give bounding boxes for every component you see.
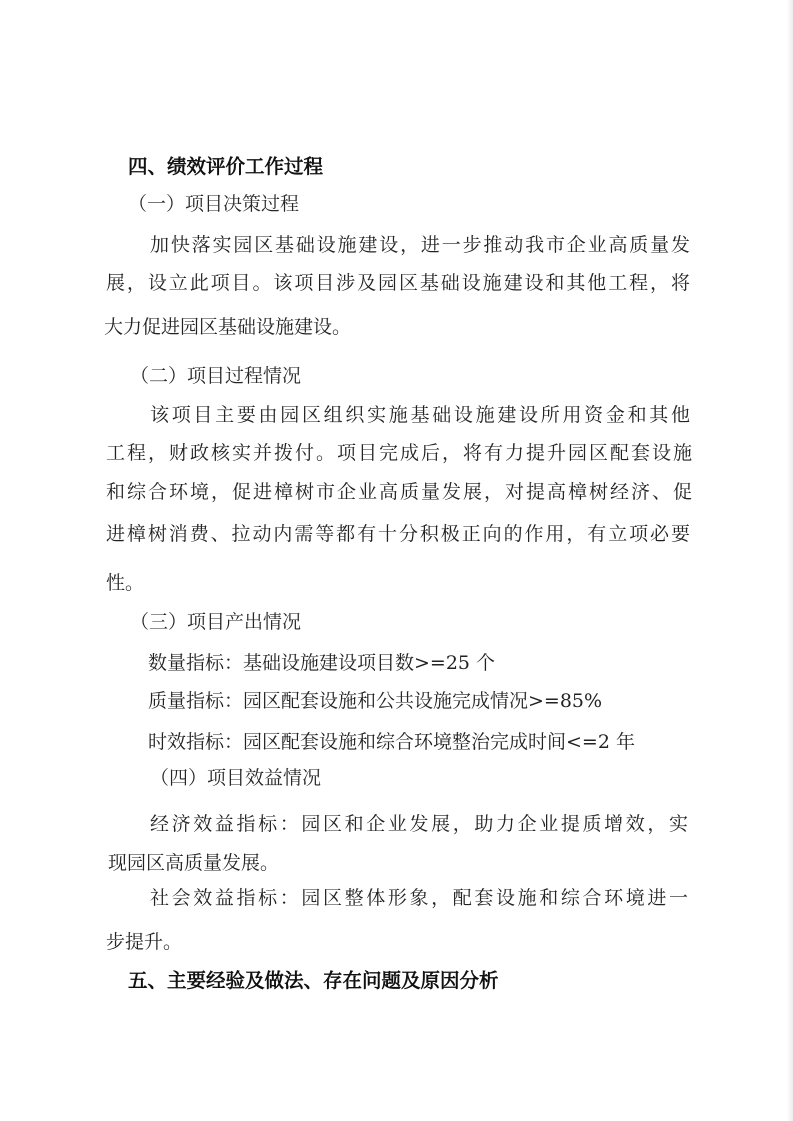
subsection-3-title: （三）项目产出情况 [130,611,302,633]
indicator-line: 质量指标：园区配套设施和公共设施完成情况>=85% [148,690,603,712]
paragraph-line: 进樟树消费、拉动内需等都有十分积极正向的作用，有立项必要 [106,523,690,545]
paragraph-line: 加快落实园区基础设施建设，进一步推动我市企业高质量发 [150,234,690,256]
paragraph-line: 社会效益指标：园区整体形象，配套设施和综合环境进一 [150,887,688,909]
subsection-2-title: （二）项目过程情况 [130,365,302,387]
paragraph-line: 大力促进园区基础设施建设。 [104,316,352,338]
paragraph-line: 步提升。 [106,931,183,953]
indicator-line: 数量指标：基础设施建设项目数>=25 个 [148,652,496,674]
subsection-1-title: （一）项目决策过程 [128,193,300,215]
paragraph-line: 展，设立此项目。该项目涉及园区基础设施建设和其他工程，将 [106,272,690,294]
section-4-heading: 四、绩效评价工作过程 [128,155,324,178]
paragraph-line: 该项目主要由园区组织实施基础设施建设所用资金和其他 [150,404,690,426]
paragraph-line: 和综合环境，促进樟树市企业高质量发展，对提高樟树经济、促 [106,481,692,503]
paragraph-line: 性。 [106,572,145,594]
subsection-4-title: （四）项目效益情况 [150,767,322,789]
indicator-line: 时效指标：园区配套设施和综合环境整治完成时间<=2 年 [148,731,635,753]
page-edge-shadow [787,0,793,1121]
paragraph-line: 经济效益指标：园区和企业发展，助力企业提质增效，实 [150,813,688,835]
paragraph-line: 现园区高质量发展。 [108,852,280,874]
paragraph-line: 工程，财政核实并拨付。项目完成后，将有力提升园区配套设施 [106,442,692,464]
section-5-heading: 五、主要经验及做法、存在问题及原因分析 [128,969,499,992]
